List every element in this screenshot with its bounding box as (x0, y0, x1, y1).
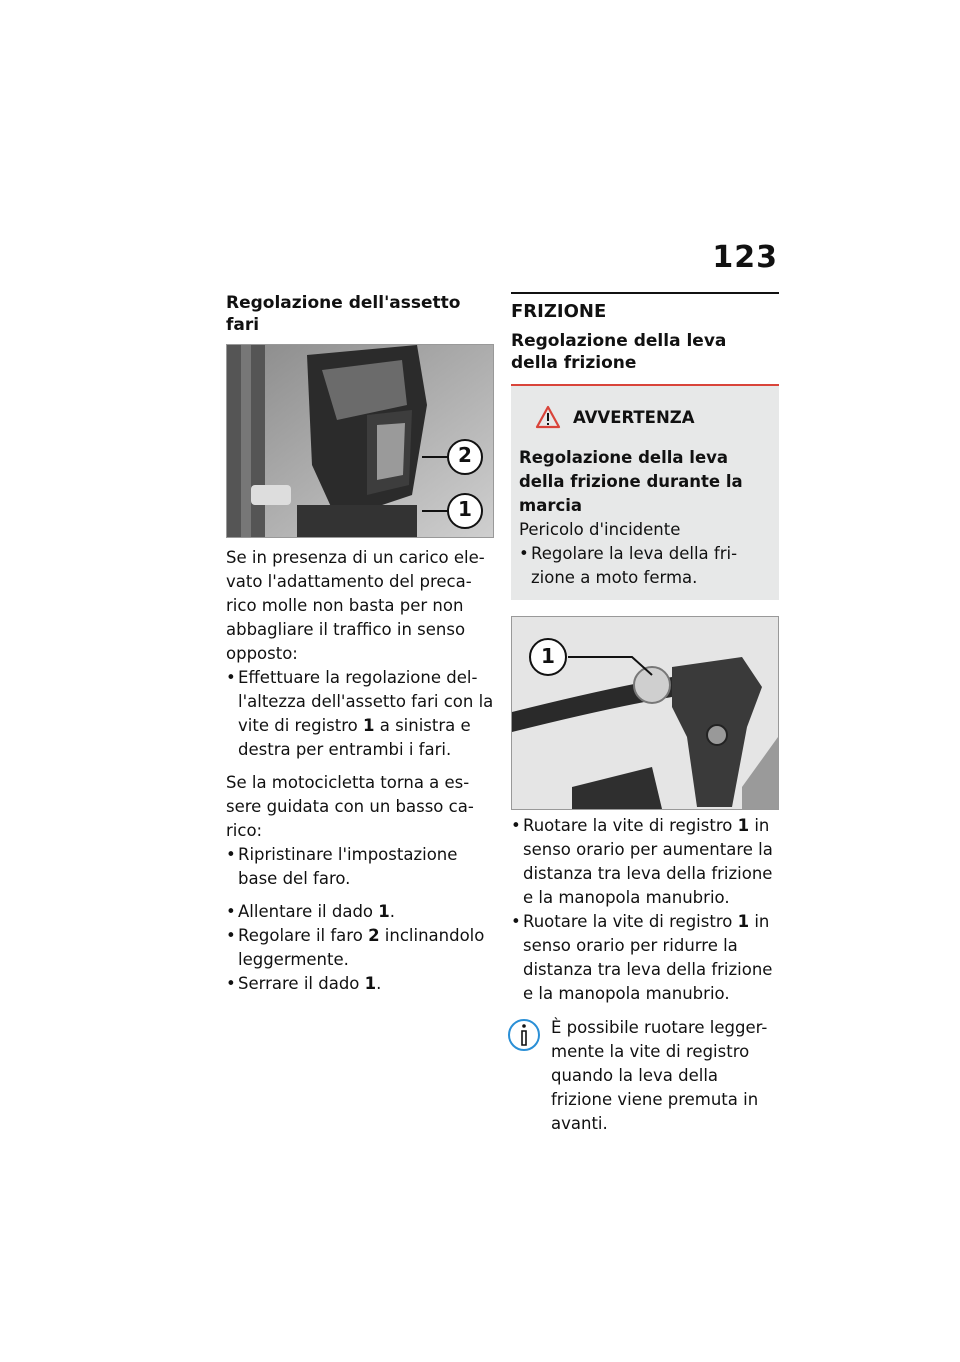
warning-header (519, 400, 769, 434)
section-heading-headlight: Regolazione dell'assetto fari (226, 293, 461, 335)
section-title-clutch: FRIZIONE (511, 301, 607, 322)
subsection-heading-clutch-lever: Regolazione della leva della frizione (511, 331, 727, 373)
list-item: • Allentare il dado 1. (226, 902, 396, 921)
callout-label-1: 1 (541, 644, 555, 668)
info-note (511, 1016, 779, 1136)
callout-label-1: 1 (458, 497, 472, 521)
right-column (511, 292, 779, 1136)
list-item: • Ruotare la vite di registro 1 in senso orario per aumentare la distanza tra leva della frizione e la manopola manubrio. (511, 816, 773, 907)
list-item: • Serrare il dado 1. (226, 974, 382, 993)
paragraph-load: Se in presenza di un carico ele-vato l'adattamento del preca-rico molle non basta per non abbagliare il traffico in senso opposto: (226, 548, 485, 663)
warning-list-item: • Regolare la leva della fri-zione a moto ferma. (519, 544, 738, 587)
list-item: • Regolare il faro 2 inclinandolo leggermente. (226, 926, 485, 969)
list-text: Effettuare la regolazione del-l'altezza dell'assetto fari con la vite di registro 1 a sinistra e destra per entrambi i fari. (238, 668, 494, 759)
left-column (226, 292, 494, 996)
page-number: 123 (712, 240, 778, 275)
section-rule (511, 292, 779, 294)
callout-label-2: 2 (458, 443, 472, 467)
list-item: • Effettuare la regolazione del-l'altezza dell'assetto fari con la vite di registro 1 a sinistra e destra per entrambi i fari. (226, 668, 494, 759)
info-text: È possibile ruotare legger-mente la vite di registro quando la leva della frizione viene premuta in avanti. (551, 1018, 768, 1133)
list-item: • Ruotare la vite di registro 1 in senso orario per ridurre la distanza tra leva della frizione e la manopola manubrio. (511, 912, 773, 1003)
warning-title: AVVERTENZA (573, 407, 695, 427)
clutch-lever-figure (511, 616, 779, 810)
info-icon (507, 1016, 541, 1054)
warning-subtitle: Regolazione della leva della frizione durante la marcia (519, 448, 743, 515)
warning-box (511, 384, 779, 600)
headlight-figure (226, 344, 494, 538)
warning-triangle-icon (535, 405, 561, 429)
warning-text: Pericolo d'incidente (519, 520, 681, 539)
list-item: • Ripristinare l'impostazione base del faro. (226, 845, 458, 888)
paragraph-low-load: Se la motocicletta torna a es-sere guidata con un basso ca-rico: (226, 773, 474, 840)
